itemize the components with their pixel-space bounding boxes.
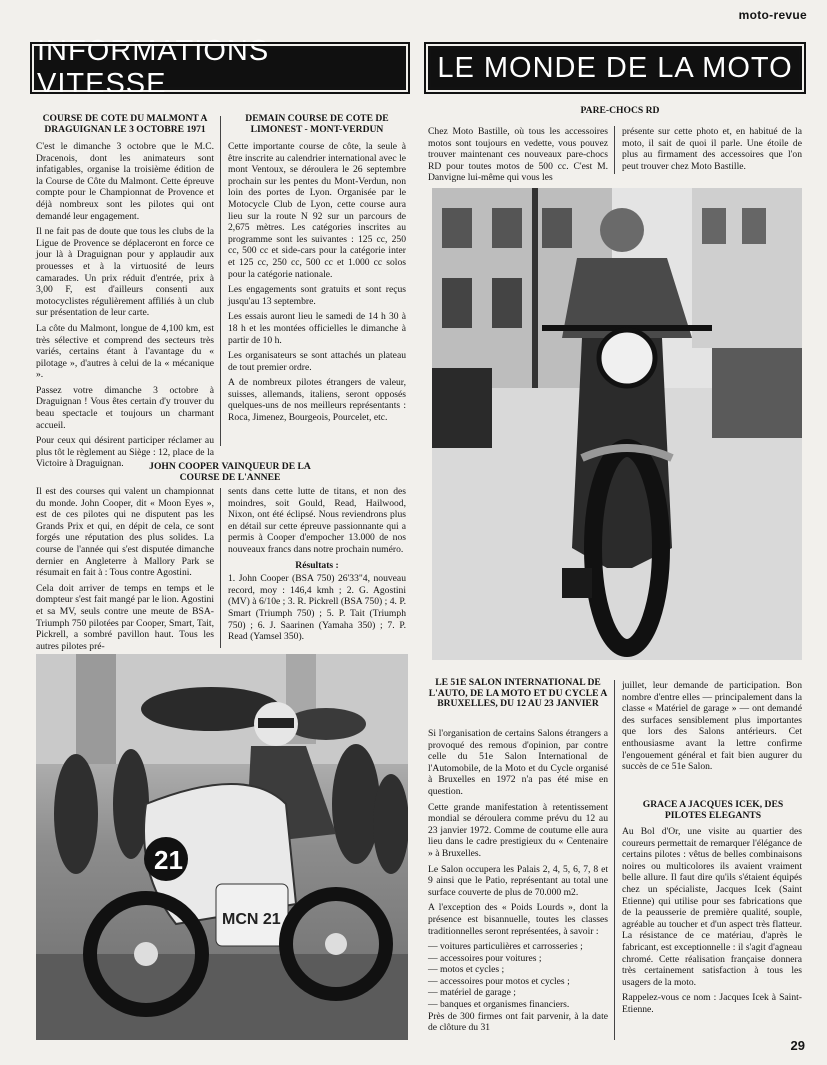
paragraph: Passez votre dimanche 3 octobre à Draguignan ! Vous êtes certain d'y trouver du beau spectacle et toujours un charmant accueil.	[36, 384, 214, 431]
list-item: — accessoires pour motos et cycles ;	[428, 975, 570, 987]
race-photo	[36, 654, 408, 1040]
paragraph: Au Bol d'Or, une visite au quartier des coureurs permettait de remarquer l'élégance de certains pilotes : vêtus de belles combinaisons noires ou multicolores ils avaient vraiment belle allure. Il faut dire qu'ils s'étaient équipés chez un spécialiste, Jacques Icek (Saint Etienne) qui utilise pour ses fabrications que de la peausserie de première qualité, souple, agréable au toucher et d'un aspect très flatteur. La résistance de ce matériau, d'après le fabricant, est exceptionnelle : il s'agit d'agneau chromé. Cette réalisation française donnera très certainement satisfaction à tous les usagers de la moto.	[622, 826, 802, 988]
paragraph: Il est des courses qui valent un championnat du monde. John Cooper, dit « Moon Eyes », est de ces pilotes qui ne disputent pas les Grands Prix et qui, en dépit de cela, ce sont forgés une réputation des plus solides. La course de l'année qui s'est disputée dimanche dernier en Angleterre à Mallory Park se résumait en fait à : Tous contre Agostini.	[36, 486, 214, 579]
article-parechocs-right	[622, 126, 802, 176]
paragraph: Rappelez-vous ce nom : Jacques Icek à Saint-Etienne.	[622, 992, 802, 1015]
paragraph: Près de 300 firmes ont fait parvenir, à la date de clôture du 31	[428, 1010, 608, 1034]
article-title-cooper: JOHN COOPER VAINQUEUR DE LA COURSE DE L'ANNEE	[149, 461, 311, 483]
article-icek	[622, 826, 802, 1020]
banner-monde-de-la-moto: LE MONDE DE LA MOTO	[428, 46, 802, 90]
column-divider	[614, 126, 615, 174]
paragraph: Cette importante course de côte, la seule à être inscrite au calendrier international avec le mont Ventoux, se déroulera le 26 septembre prochain sur les pentes du Mont-Verdun, non loin des portes de Lyon. Organisée par le Motocycle Club de Lyon, cette course aura lieu sur la route N 92 sur un parcours de 2,675 mètres. Les catégories inscrites au programme sont les suivantes : 125 cc, 250 cc, 500 cc et side-cars pour la catégorie inter et 125 cc, 250 cc, 500 cc et 1.000 cc solos pour la catégorie nationale.	[228, 141, 406, 280]
paragraph: Il ne fait pas de doute que tous les clubs de la Ligue de Provence se déplaceront en force ce jour là à Draguignan pour y applaudir aux prouesses et à la virtuosité de leurs camarades. Un prix réduit d'entrée, prix à 3,00 F, est d'ailleurs consenti aux motocyclistes régulièrement affiliés à un club sur présentation de leur carte.	[36, 226, 214, 319]
paragraph: sents dans cette lutte de titans, et non des moindres, soit Gould, Read, Hailwood, Nixon, ont été éclipsé. Nous reviendrons plus en détail sur cette épreuve passionnante qui a permis à Cooper d'empocher 13.000 de nos nouveaux francs dans notre prochain numéro.	[228, 486, 406, 555]
page-number: 29	[790, 1038, 805, 1053]
side-plate-number: MCN 21	[222, 911, 281, 928]
article-cooper-right	[228, 486, 406, 647]
paragraph: A l'exception des « Poids Lourds », dont la présence est bisannuelle, toutes les classes traditionnelles seront représentées, à savoir :	[428, 902, 608, 937]
results-list: 1. John Cooper (BSA 750) 26'33"4, nouveau record, moy : 146,4 kmh ; 2. G. Agostini (MV) à 6/10e ; 3. R. Pickrell (BSA 750) ; 4. P. Smart (Triumph 750) ; 5. P. Tait (Triumph 750) ; 6. J. Saarinen (Yamaha 350) ; 7. P. Read (Yamsel 350).	[228, 573, 406, 643]
article-cooper-left	[36, 486, 214, 656]
list-item: — matériel de garage ;	[428, 987, 516, 999]
column-divider	[614, 680, 615, 1040]
column-divider	[220, 488, 221, 648]
list-item: — banques et organismes financiers.	[428, 999, 570, 1011]
paragraph: Le Salon occupera les Palais 2, 4, 5, 6, 7, 8 et 9 ainsi que le Patio, représentant au total une surface couverte de plus de 70.000 m2.	[428, 863, 608, 898]
article-parechocs-left	[428, 126, 608, 188]
paragraph: Cela doit arriver de temps en temps et le dompteur s'est fait mangé par le lion. Agostini et sa MV, seuls contre une meute de BSA-Triumph 750 pilotées par Cooper, Smart, Tait, Pickrell, a sombré pavillon haut. Tous les autres pilotes pré-	[36, 582, 214, 652]
article-title-icek: GRACE A JACQUES ICEK, DES PILOTES ELEGANTS	[642, 799, 784, 821]
article-salon	[428, 728, 608, 1038]
article-title-salon: LE 51E SALON INTERNATIONAL DE L'AUTO, DE LA MOTO ET DU CYCLE A BRUXELLES, DU 12 AU 23 JANVIER	[428, 677, 608, 709]
article-limonest	[228, 114, 406, 428]
paragraph: Pour ceux qui désirent participer réclamer au plus tôt le règlement au Siège : 12, place de la Victoire à Draguignan.	[36, 435, 214, 470]
racer-illustration	[36, 654, 408, 1040]
paragraph: Chez Moto Bastille, où tous les accessoires motos sont toujours en vedette, vous pouvez trouver maintenant ces nouveaux pare-chocs RD pour toutes motos de 500 cc. C'est M. Danvigne lui-même qui vous les	[428, 126, 608, 184]
article-title: COURSE DE COTE DU MALMONT A DRAGUIGNAN LE 3 OCTOBRE 1971	[42, 113, 208, 135]
article-title-parechocs: PARE-CHOCS RD	[580, 105, 660, 116]
front-plate-number: 21	[154, 845, 183, 875]
paragraph: Les organisateurs se sont attachés un plateau de tout premier ordre.	[228, 350, 406, 373]
paragraph: juillet, leur demande de participation. Bon nombre d'entre elles — principalement dans la classe « Matériel de garage » — ont demandé des surfaces sensiblement plus importantes que lors des Salons antérieurs. Cet enthousiasme avant la lettre confirme l'engouement général et fait bien augurer du succès de ce 51e Salon.	[622, 680, 802, 773]
paragraph: présente sur cette photo et, en habitué de la moto, il sait de quoi il parle. Une étoile de plus au firmament des accessoires que l'on peut trouver chez Moto Bastille.	[622, 126, 802, 172]
paragraph: Si l'organisation de certains Salons étrangers a provoqué des remous d'opinion, par contre celle du 51e Salon International de l'Automobile, de la Moto et du Cycle organisé à Bruxelles en 1972 n'a pas été mise en question.	[428, 728, 608, 797]
paragraph: Les engagements sont gratuits et sont reçus jusqu'au 13 septembre.	[228, 284, 406, 307]
column-divider	[220, 116, 221, 446]
list-item: — accessoires pour voitures ;	[428, 952, 542, 964]
parechocs-photo	[432, 188, 802, 660]
paragraph: A de nombreux pilotes étrangers de valeur, suisses, allemands, italiens, seront opposés quelques-uns de nos meilleurs représentants : Roca, Jimenez, Bourgeois, Pourcelet, etc.	[228, 377, 406, 424]
paragraph: Cette grande manifestation à retentissement mondial se déroulera comme prévu du 12 au 23 janvier 1972. Comme de coutume elle aura lieu dans le cadre prestigieux du « Centenaire » à Bruxelles.	[428, 801, 608, 859]
banner-informations-vitesse: INFORMATIONS VITESSE	[34, 46, 406, 90]
salon-category-list	[428, 941, 608, 1011]
paragraph: La côte du Malmont, longue de 4,100 km, est très sélective et comprend des secteurs très variés, certains étant à l'avantage du « pilotage », d'autres à celui de la « mécanique ».	[36, 322, 214, 381]
article-salon-continued	[622, 680, 802, 777]
list-item: — motos et cycles ;	[428, 964, 505, 976]
list-item: — voitures particulières et carrosseries ;	[428, 941, 583, 953]
article-title: DEMAIN COURSE DE COTE DE LIMONEST - MONT-VERDUN	[245, 113, 389, 135]
rider-on-motorcycle-illustration	[432, 188, 802, 660]
article-malmont	[36, 114, 214, 474]
paragraph: Les essais auront lieu le samedi de 14 h 30 à 18 h et les montées officielles le dimanche à partir de 10 h.	[228, 311, 406, 346]
magazine-brand: moto-revue	[738, 8, 807, 22]
results-heading: Résultats :	[295, 559, 339, 571]
paragraph: C'est le dimanche 3 octobre que le M.C. Dracenois, dont les animateurs sont infatigables, organise la troisième édition de la Course de Côte du Malmont. Cette épreuve compte pour le Championnat de Provence et déjà nombreux sont les pilotes qui ont demandé leur engagement.	[36, 141, 214, 222]
